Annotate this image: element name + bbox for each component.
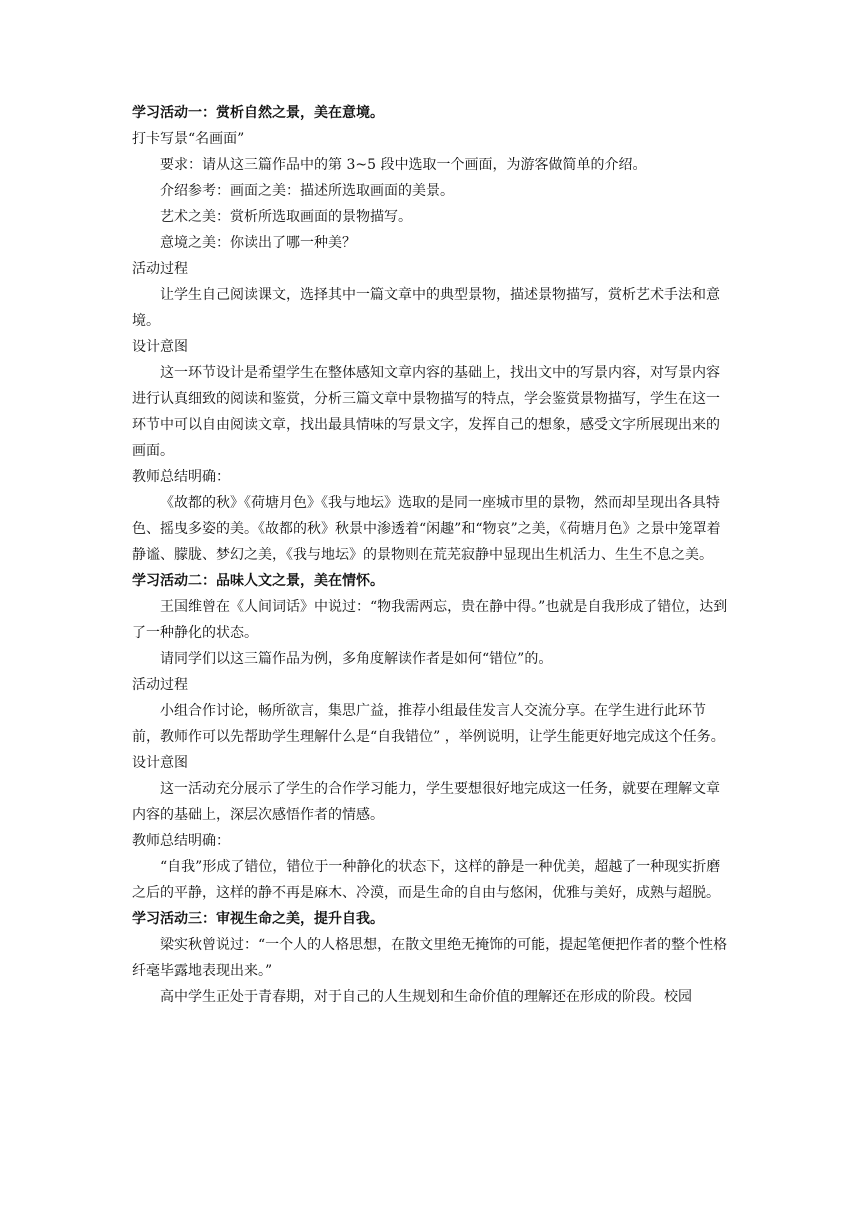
paragraph: 艺术之美：赏析所选取画面的景物描写。	[160, 209, 412, 225]
paragraph: 高中学生正处于青春期，对于自己的人生规划和生命价值的理解还在形成的阶段。校园	[160, 989, 692, 1005]
paragraph: 这一环节设计是希望学生在整体感知文章内容的基础上，找出文中的写景内容，对写景内容进行认真细致的阅读和鉴赏，分析三篇文章中景物描写的特点，学会鉴赏景物描写，学生在这一环节中可以自由阅读文章，找出最具情味的写景文字，发挥自己的想象，感受文字所展现出来的画面。	[132, 365, 720, 459]
paragraph: 王国维曾在《人间词话》中说过：“物我需两忘，贵在静中得。”也就是自我形成了错位，达到了一种静化的状态。	[132, 599, 728, 641]
paragraph: 意境之美：你读出了哪一种美？	[160, 235, 356, 251]
section-heading-1: 学习活动一：赏析自然之景，美在意境。	[132, 105, 384, 121]
paragraph: 让学生自己阅读课文，选择其中一篇文章中的典型景物，描述景物描写，赏析艺术手法和意境。	[132, 287, 720, 329]
subsection-label: 教师总结明确：	[132, 469, 230, 485]
paragraph: 要求：请从这三篇作品中的第 3~5 段中选取一个画面，为游客做简单的介绍。	[160, 157, 647, 173]
paragraph: 这一活动充分展示了学生的合作学习能力，学生要想很好地完成这一任务，就要在理解文章内容的基础上，深层次感悟作者的情感。	[132, 781, 720, 823]
document-page	[132, 100, 730, 1010]
subsection-label: 设计意图	[132, 339, 188, 355]
paragraph: 请同学们以这三篇作品为例，多角度解读作者是如何“错位”的。	[160, 651, 553, 667]
subsection-label: 活动过程	[132, 261, 188, 277]
paragraph: “自我”形成了错位，错位于一种静化的状态下，这样的静是一种优美，超越了一种现实折磨之后的平静，这样的静不再是麻木、冷漠，而是生命的自由与悠闲，优雅与美好，成熟与超脱。	[132, 859, 721, 901]
paragraph: 介绍参考：画面之美：描述所选取画面的美景。	[160, 183, 454, 199]
paragraph: 《故都的秋》《荷塘月色》《我与地坛》选取的是同一座城市里的景物，然而却呈现出各具特色、摇曳多姿的美。《故都的秋》秋景中渗透着“闲趣”和“物哀”之美，《荷塘月色》之景中笼罩着静谧、朦胧、梦幻之美，《我与地坛》的景物则在荒芜寂静中显现出生机活力、生生不息之美。	[132, 495, 721, 563]
subsection-label: 设计意图	[132, 755, 188, 771]
subsection-label: 教师总结明确：	[132, 833, 230, 849]
paragraph: 梁实秋曾说过：“一个人的人格思想，在散文里绝无掩饰的可能，提起笔便把作者的整个性格纤毫毕露地表现出来。”	[132, 937, 728, 979]
subsection-label: 打卡写景“名画面”	[132, 131, 245, 147]
section-heading-3: 学习活动三：审视生命之美，提升自我。	[132, 911, 384, 927]
section-heading-2: 学习活动二：品味人文之景，美在情怀。	[132, 573, 384, 589]
paragraph: 小组合作讨论，畅所欲言，集思广益，推荐小组最佳发言人交流分享。在学生进行此环节前，教师作可以先帮助学生理解什么是“自我错位” ，举例说明，让学生能更好地完成这个任务。	[132, 703, 725, 745]
subsection-label: 活动过程	[132, 677, 188, 693]
